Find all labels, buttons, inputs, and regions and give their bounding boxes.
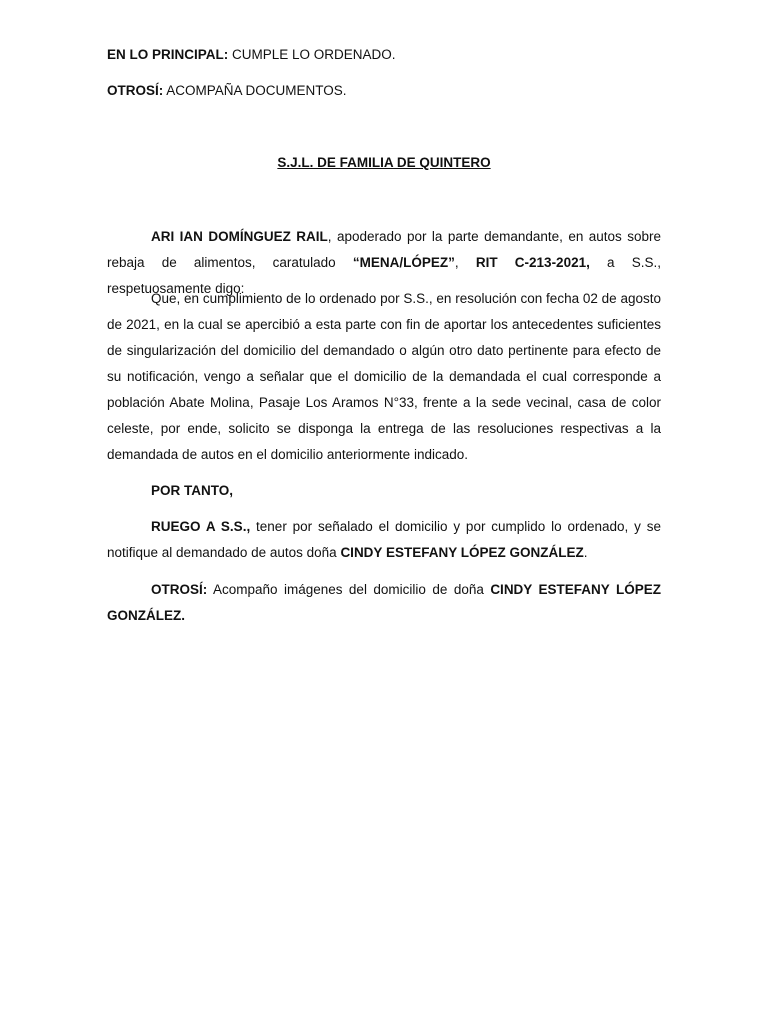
- otrosi-heading-text: ACOMPAÑA DOCUMENTOS.: [163, 83, 347, 98]
- intro-text-1: , apoderado por la parte demandante, en autos sobre rebaja de alimentos, caratulado: [107, 229, 661, 270]
- otrosi-heading-label: OTROSÍ:: [107, 83, 164, 98]
- principal-text: CUMPLE LO ORDENADO.: [228, 47, 396, 62]
- ruego-defendant-name: CINDY ESTEFANY LÓPEZ GONZÁLEZ: [340, 545, 584, 560]
- otrosi-defendant-name: CINDY ESTEFANY LÓPEZ GONZÁLEZ.: [107, 582, 661, 623]
- court-title: S.J.L. DE FAMILIA DE QUINTERO: [277, 155, 491, 170]
- principal-label: EN LO PRINCIPAL:: [107, 47, 229, 62]
- heading-otrosi: [107, 82, 347, 100]
- court-title-block: [0, 154, 768, 172]
- ruego-text: tener por señalado el domicilio y por cumplido lo ordenado, y se notifique al demandado de autos doña: [107, 519, 661, 560]
- por-tanto-label: POR TANTO,: [151, 483, 234, 498]
- otrosi-label: OTROSÍ:: [151, 582, 208, 597]
- case-name: “MENA/LÓPEZ”: [352, 255, 455, 270]
- heading-principal: [107, 46, 396, 64]
- otrosi-text: Acompaño imágenes del domicilio de doña: [207, 582, 491, 597]
- attorney-name: ARI IAN DOMÍNGUEZ RAIL: [151, 229, 328, 244]
- por-tanto-paragraph: [107, 478, 661, 504]
- ruego-paragraph: [107, 514, 661, 566]
- body-paragraph: [107, 286, 661, 468]
- ruego-end: .: [583, 545, 588, 560]
- intro-comma: ,: [454, 255, 476, 270]
- body-text: Que, en cumplimiento de lo ordenado por S.S., en resolución con fecha 02 de agosto de 2021, en la cual se apercibió a esta parte con fin de aportar los antecedentes suficientes de singularización del domicilio del demandado o algún otro dato pertinente para efecto de su notificación, vengo a señalar que el domicilio de la demandada el cual corresponde a población Abate Molina, Pasaje Los Aramos N°33, frente a la sede vecinal, casa de color celeste, por ende, solicito se disponga la entrega de las resoluciones respectivas a la demandada de autos en el domicilio anteriormente indicado.: [107, 291, 661, 462]
- ruego-label: RUEGO A S.S.,: [151, 519, 251, 534]
- otrosi-paragraph: [107, 577, 661, 629]
- case-rit: RIT C-213-2021,: [475, 255, 590, 270]
- intro-text-2: a S.S., respetuosamente digo:: [107, 255, 661, 296]
